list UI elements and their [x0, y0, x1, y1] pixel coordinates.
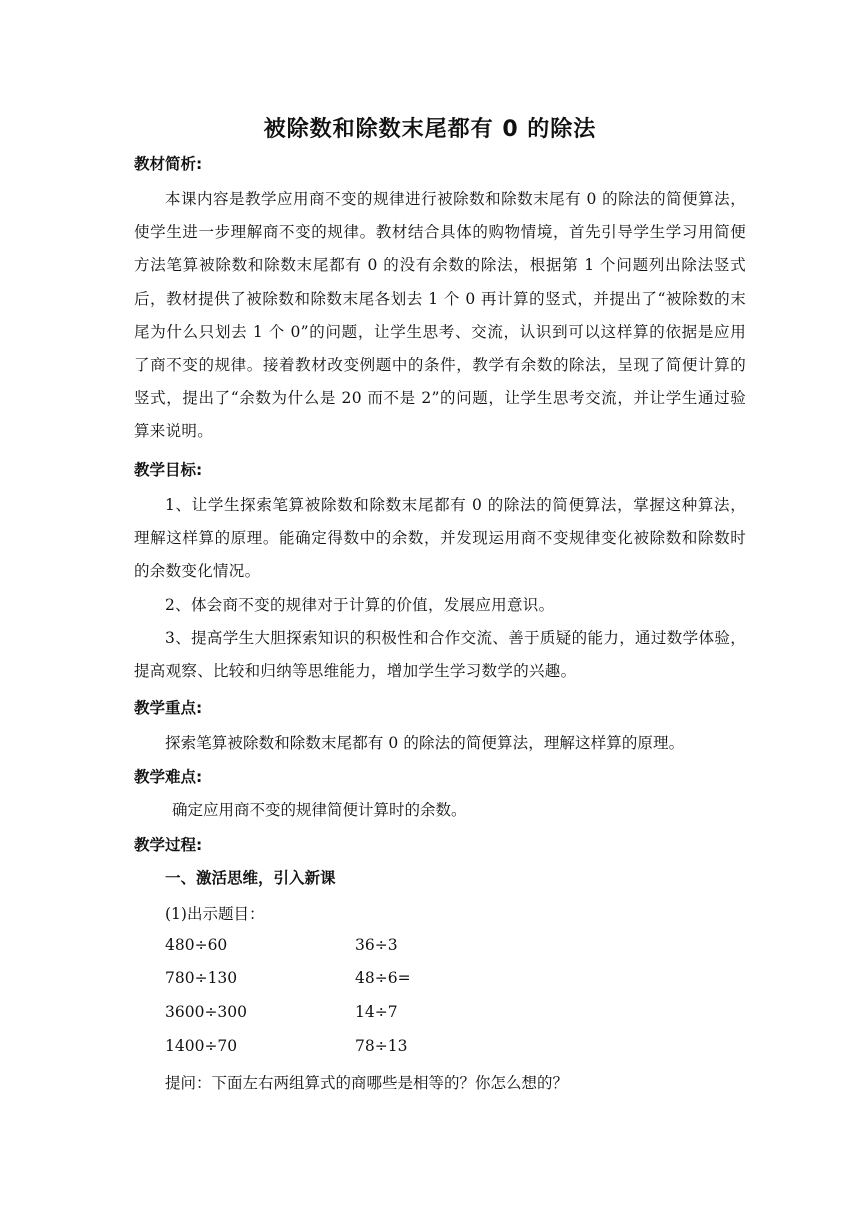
materials-heading: 教材简析: [134, 155, 203, 173]
goal-1-paragraph: 1、让学生探索笔算被除数和除数末尾都有 0 的除法的简便算法，掌握这种算法，理解这样算的原理。能确定得数中的余数，并发现运用商不变规律变化被除数和除数时的余数变化情况。 [134, 496, 746, 581]
exercise-right: 78÷13 [355, 1037, 408, 1055]
key-points-heading: 教学重点: [134, 699, 203, 717]
exercise-right: 14÷7 [355, 1003, 398, 1021]
step-1-intro: (1)出示题目： [165, 905, 265, 923]
difficulty-paragraph: 确定应用商不变的规律简便计算时的余数。 [172, 801, 467, 819]
difficulty-heading: 教学难点: [134, 768, 203, 786]
process-heading: 教学过程: [134, 836, 203, 854]
document-title: 被除数和除数末尾都有 0 的除法 [263, 117, 597, 142]
exercise-left: 780÷130 [165, 969, 238, 987]
key-points-paragraph: 探索笔算被除数和除数末尾都有 0 的除法的简便算法，理解这样算的原理。 [165, 734, 685, 752]
goals-heading: 教学目标: [134, 461, 203, 479]
exercise-right: 36÷3 [355, 936, 398, 954]
exercise-left: 3600÷300 [165, 1003, 248, 1021]
step-1-heading: 一、激活思维，引入新课 [165, 869, 336, 887]
exercise-left: 480÷60 [165, 936, 228, 954]
exercise-left: 1400÷70 [165, 1037, 238, 1055]
exercise-right: 48÷6= [355, 969, 411, 987]
goal-2-paragraph: 2、体会商不变的规律对于计算的价值，发展应用意识。 [165, 596, 555, 614]
goal-3-paragraph: 3、提高学生大胆探索知识的积极性和合作交流、善于质疑的能力，通过数学体验，提高观察、比较和归纳等思维能力，增加学生学习数学的兴趣。 [134, 629, 746, 681]
question-text: 提问：下面左右两组算式的商哪些是相等的？你怎么想的？ [165, 1074, 569, 1092]
materials-paragraph: 本课内容是教学应用商不变的规律进行被除数和除数末尾有 0 的除法的简便算法，使学生进一步理解商不变的规律。教材结合具体的购物情境，首先引导学生学习用简便方法笔算被除数和除数末尾都有 0 的没有余数的除法，根据第 1 个问题列出除法竖式后，教材提供了被除数和除数末尾各划去 1 个 0 再计算的竖式，并提出了“被除数的末尾为什么只划去 1 个 0”的问题，让学生思考、交流，认识到可以这样算的依据是应用了商不变的规律。接着教材改变例题中的条件，教学有余数的除法，呈现了简便计算的竖式，提出了“余数为什么是 20 而不是 2”的问题，让学生思考交流，并让学生通过验算来说明。 [134, 190, 746, 441]
